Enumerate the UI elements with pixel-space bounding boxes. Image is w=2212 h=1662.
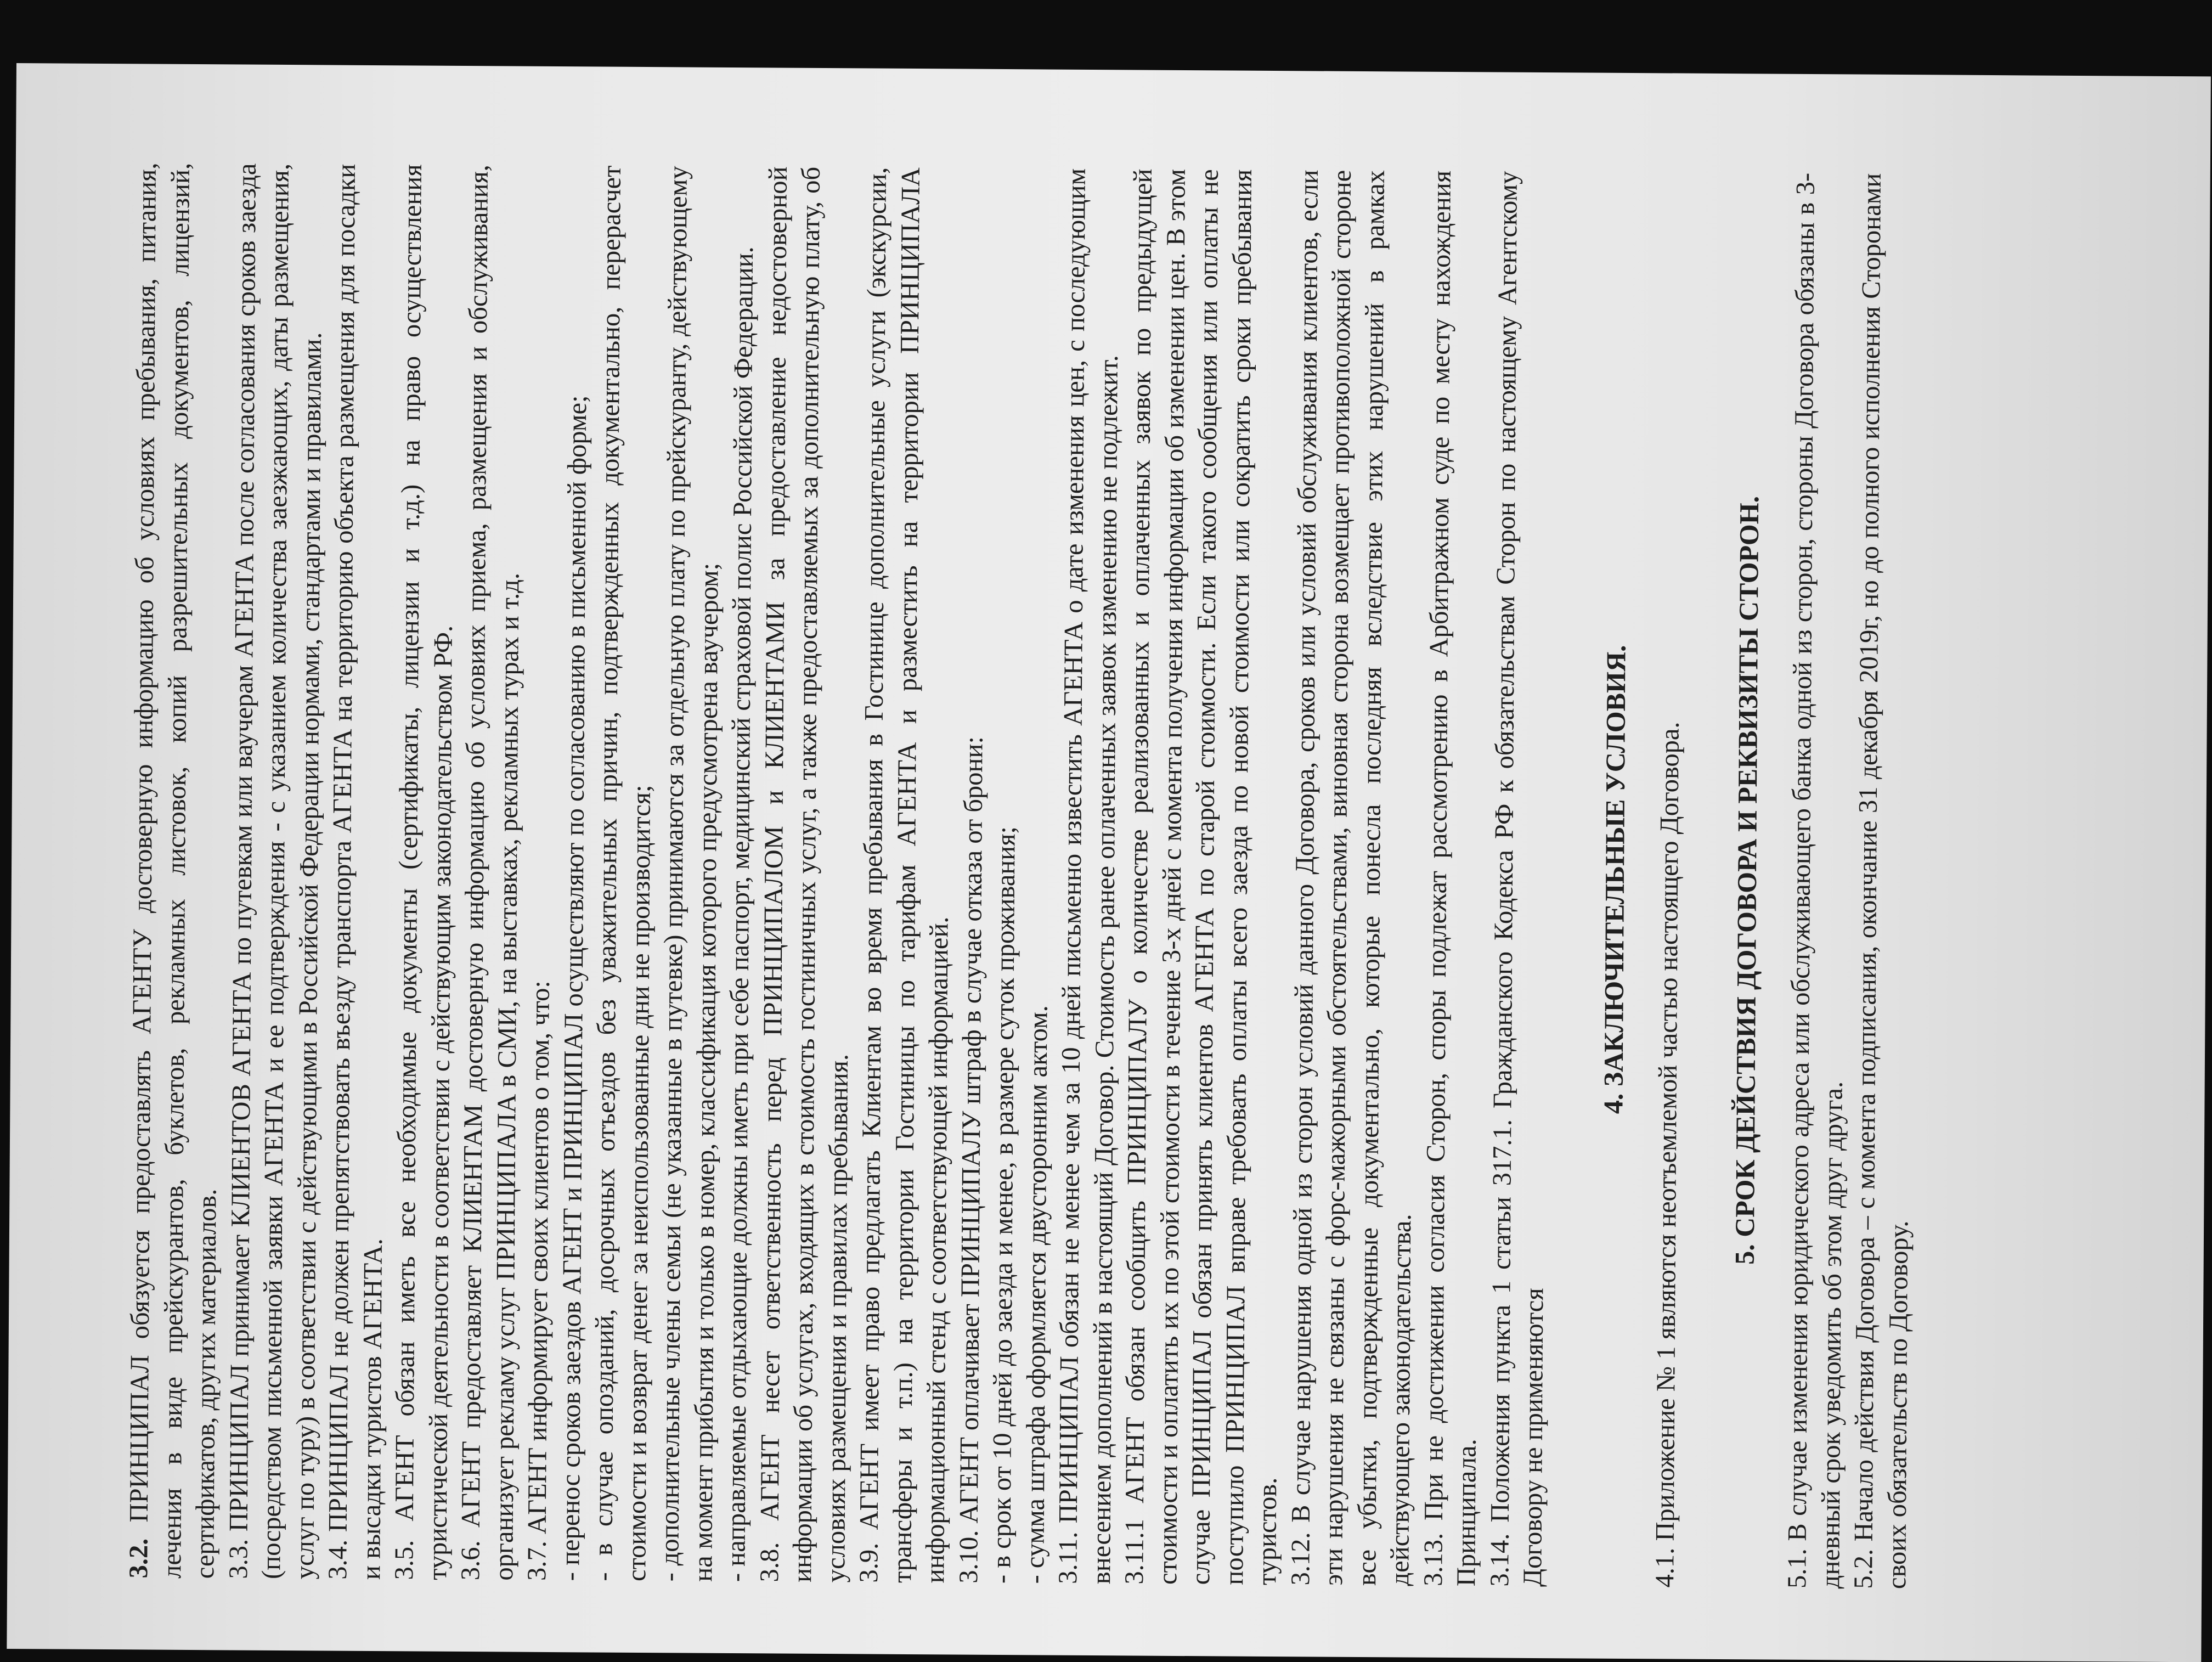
clause-3-11 xyxy=(1052,168,1127,1585)
clause-number: 3.14. xyxy=(1485,1533,1515,1587)
document-page xyxy=(122,162,1914,1590)
clause-number: 3.10. xyxy=(953,1530,984,1584)
clause-text: - в случае опозданий, досрочных отъездов без уважительных причин, подтвержденных документально, перерасчет стоимости и возврат денег за неиспользованные дни не производится; xyxy=(589,165,656,1582)
clause-text: Начало действия Договора – с момента подписания, окончание 31 декабря 2019г, но до полного исполнения Сторонами своих обязательств по Договору. xyxy=(1849,173,1914,1590)
clause-3-12 xyxy=(1284,170,1426,1586)
clause-5-1 xyxy=(1781,173,1856,1589)
clause-3-14 xyxy=(1483,171,1559,1587)
clause-text: - перенос сроков заездов АГЕНТ и ПРИНЦИПАЛ осуществляют по согласованию в письменной форме; xyxy=(555,395,592,1581)
clause-number: 3.4. xyxy=(323,1539,353,1580)
clause-number: 3.13. xyxy=(1418,1533,1448,1586)
clause-text: АГЕНТ обязан сообщить ПРИНЦИПАЛУ о количестве реализованных и оплаченных заявок по предыдущей стоимости и оплатить их по этой стоимости в течение 3-х дней с момента получения информации об изменении цен. В этом случае ПРИНЦИПАЛ обязан принять клиентов АГЕНТА по старой стоимости. Если такого сообщения или оплаты не поступило ПРИНЦИПАЛ вправе требовать оплаты всего заезда по новой стоимости или сократить сроки пребывания туристов. xyxy=(1120,168,1283,1586)
clause-text: ПРИНЦИПАЛ не должен препятствовать въезду транспорта АГЕНТА на территорию объекта размещения для посадки и высадки туристов АГЕНТА. xyxy=(323,164,388,1580)
clause-text: - сумма штрафа оформляется двусторонним актом. xyxy=(1020,1005,1053,1584)
clause-number: 3.11. xyxy=(1053,1531,1083,1584)
clause-3-8 xyxy=(753,166,861,1582)
clause-text: АГЕНТ информирует своих клиентов о том, что: xyxy=(522,980,555,1535)
clause-number: 3.2. xyxy=(124,1538,154,1579)
clause-number: 3.5. xyxy=(390,1540,419,1580)
clause-number: 3.9. xyxy=(854,1542,884,1583)
clause-text: ПРИНЦИПАЛ обязуется предоставлять АГЕНТУ достоверную информацию об условиях пребывания, питания, лечения в виде прейскурантов, буклетов, рекламных листовок, копий разрешительных документов, лицензий, сертификатов, других материалов. xyxy=(124,162,222,1579)
clause-number: 3.8. xyxy=(754,1542,785,1582)
clause-3-9 xyxy=(853,167,961,1583)
clause-number: 3.6. xyxy=(456,1540,486,1581)
clause-text: АГЕНТ обязан иметь все необходимые документы (сертификаты, лицензии и т.д.) на право осуществления туристической деятельности в соответствии с действующим законодательством РФ. xyxy=(390,164,458,1580)
section-4-heading: 4. ЗАКЛЮЧИТЕЛЬНЫЕ УСЛОВИЯ. xyxy=(1597,645,1632,1114)
paper-sheet xyxy=(7,63,2211,1662)
clause-text: ПРИНЦИПАЛ обязан не менее чем за 10 дней письменно известить АГЕНТА о дате изменения цен, с последующим внесением дополнений в настоящий Договор. Стоимость ранее оплаченных заявок изменению не подлежит. xyxy=(1053,168,1124,1585)
clause-text: АГЕНТ оплачивает ПРИНЦИПАЛУ штраф в случае отказа от брони: xyxy=(954,736,989,1524)
clause-number: 3.7. xyxy=(522,1540,552,1581)
clause-text: ПРИНЦИПАЛ принимает КЛИЕНТОВ АГЕНТА по путевкам или ваучерам АГЕНТА после согласования сроков заезда (посредством письменной заявки АГЕНТА и ее подтверждения - с указанием количества заезжающих, даты размещения, услуг по туру) в соответствии с действующими в Российской Федерации нормами, стандартами и правилами. xyxy=(224,163,327,1580)
clause-text: Приложение № 1 являются неотъемлемой частью настоящего Договора. xyxy=(1650,722,1685,1541)
clause-text: - направляемые отдыхающие должны иметь при себе паспорт, медицинский страховой полис Российской Федерации. xyxy=(721,246,759,1582)
clause-text: - в срок от 10 дней до заезда и менее, в размере суток проживания; xyxy=(987,826,1021,1584)
clause-number: 3.12. xyxy=(1285,1532,1316,1586)
clause-text: АГЕНТ имеет право предлагать Клиентам во время пребывания в Гостинице дополнительные услуги (экскурсии, трансферы и т.п.) на территории Гостиницы по тарифам АГЕНТА и разместить на территории ПРИНЦИПАЛА информационный стенд с соответствующей информацией. xyxy=(854,167,954,1584)
clause-text: При не достижении согласия Сторон, споры подлежат рассмотрению в Арбитражном суде по месту нахождения Принципала. xyxy=(1419,170,1482,1587)
clause-number: 3.11.1 xyxy=(1120,1518,1149,1585)
clause-number: 5.1. xyxy=(1782,1548,1812,1589)
clause-text: В случае нарушения одной из сторон условий данного Договора, сроков или условий обслуживания клиентов, если эти нарушения не связаны с форс-мажорными обстоятельствами, виновная сторона возмещает противоположной стороне все убытки, подтвержденные документально, которые понесла последняя вследствие этих нарушений в рамках действующего законодательства. xyxy=(1286,170,1417,1586)
clause-3-2 xyxy=(122,162,230,1579)
clause-3-7-item xyxy=(587,165,662,1581)
clause-text: - дополнительные члены семьи (не указанные в путевке) принимаются за отдельную плату по прейскуранту, действующему на момент прибытия и только в номер, классификация которого предусмотрена ваучером; xyxy=(655,166,724,1582)
clause-text: АГЕНТ предоставляет КЛИЕНТАМ достоверную информацию об условиях приема, размещения и обслуживания, организует рекламу услуг ПРИНЦИПАЛА в СМИ, на выставках, рекламных турах и т.д. xyxy=(456,164,524,1581)
clause-3-7-item xyxy=(653,166,729,1582)
clause-3-3 xyxy=(222,163,330,1579)
clause-3-13 xyxy=(1417,171,1492,1587)
clause-number: 3.3. xyxy=(223,1539,253,1579)
clause-text: АГЕНТ несет ответственность перед ПРИНЦИПАЛОМ и КЛИЕНТАМИ за предоставление недостоверной информации об услугах, входящих в стоимость гостиничных услуг, а также предоставляемых за дополнительную плату, об условиях размещения и правилах пребывания. xyxy=(755,166,854,1583)
clause-text: Положения пункта 1 статьи 317.1. Гражданского Кодекса РФ к обязательствам Сторон по настоящему Агентскому Договору не применяются xyxy=(1485,171,1549,1587)
section-5-heading: 5. СРОК ДЕЙСТВИЯ ДОГОВОРА И РЕКВИЗИТЫ СТОРОН. xyxy=(1729,495,1764,1265)
clause-number: 5.2. xyxy=(1849,1548,1878,1589)
clause-3-5 xyxy=(388,164,463,1580)
clause-3-6 xyxy=(454,165,529,1581)
clause-text: В случае изменения юридического адреса или обслуживающего банка одной из сторон, стороны Договора обязаны в 3-дневный срок уведомить об этом друг друга. xyxy=(1782,172,1848,1589)
clause-number: 4.1. xyxy=(1650,1547,1680,1588)
clause-3-11-1 xyxy=(1118,168,1293,1585)
clause-5-2 xyxy=(1847,173,1922,1589)
clause-3-4 xyxy=(321,164,397,1580)
clause-4-1 xyxy=(1649,172,1690,1587)
